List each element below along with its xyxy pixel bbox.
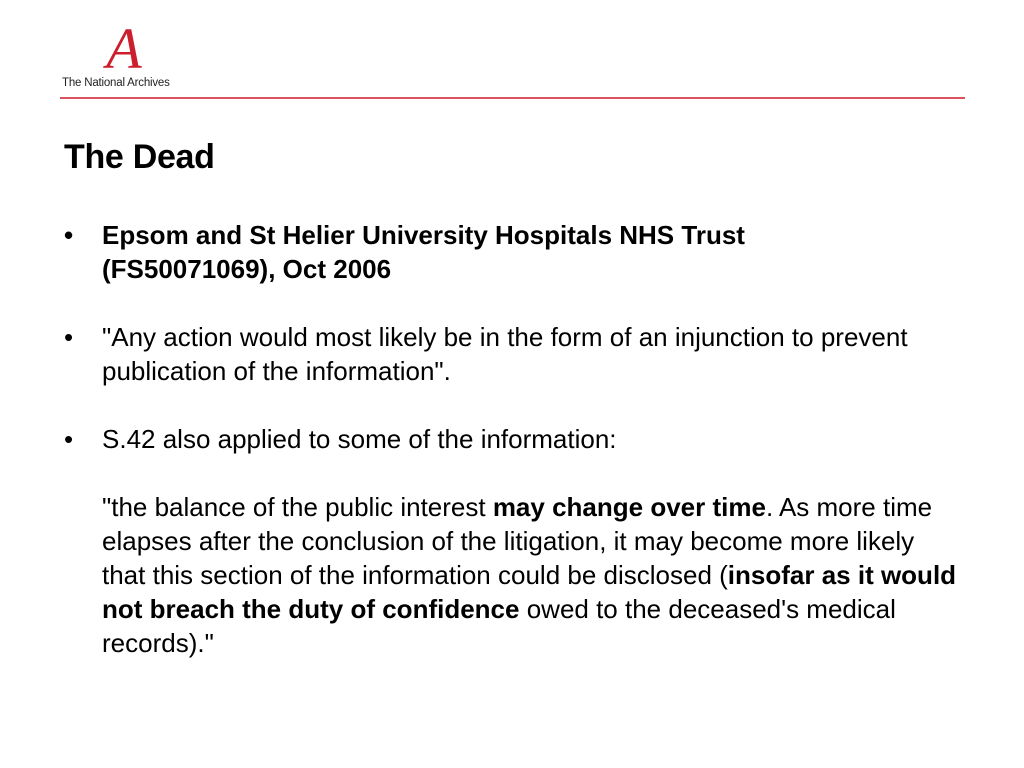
case-ref-line: (FS50071069), Oct 2006	[102, 254, 392, 284]
injunction-quote-text: "Any action would most likely be in the form of an injunction to prevent publication of the information".	[102, 322, 908, 386]
logo-text: The National Archives	[62, 77, 170, 89]
case-name-line: Epsom and St Helier University Hospitals NHS Trust	[102, 220, 745, 250]
slide-title: The Dead	[64, 138, 215, 176]
quote-emphasis-2: insofar as it would not breach the duty of confidence	[102, 560, 957, 624]
quote-part-3: owed to the deceased's medical records)."	[102, 594, 896, 658]
public-interest-quote	[102, 490, 962, 660]
bullet-list	[64, 218, 964, 694]
header-divider	[60, 97, 965, 99]
national-archives-logo	[60, 22, 190, 94]
bullet-s42	[64, 422, 964, 660]
logo-mark-letter: A	[106, 22, 142, 74]
quote-part-1: "the balance of the public interest	[102, 492, 493, 522]
bullet-injunction-quote	[64, 320, 964, 388]
quote-part-2: . As more time elapses after the conclusion of the litigation, it may become more likely that this section of the information could be disclosed (	[102, 492, 933, 590]
bullet-marker: •	[64, 424, 74, 454]
s42-text: S.42 also applied to some of the information:	[102, 424, 617, 454]
bullet-marker: •	[64, 322, 74, 352]
bullet-case-reference	[64, 218, 964, 286]
quote-emphasis-1: may change over time	[492, 492, 766, 522]
bullet-marker: •	[64, 220, 74, 250]
archives-a-logo-icon	[92, 22, 156, 74]
